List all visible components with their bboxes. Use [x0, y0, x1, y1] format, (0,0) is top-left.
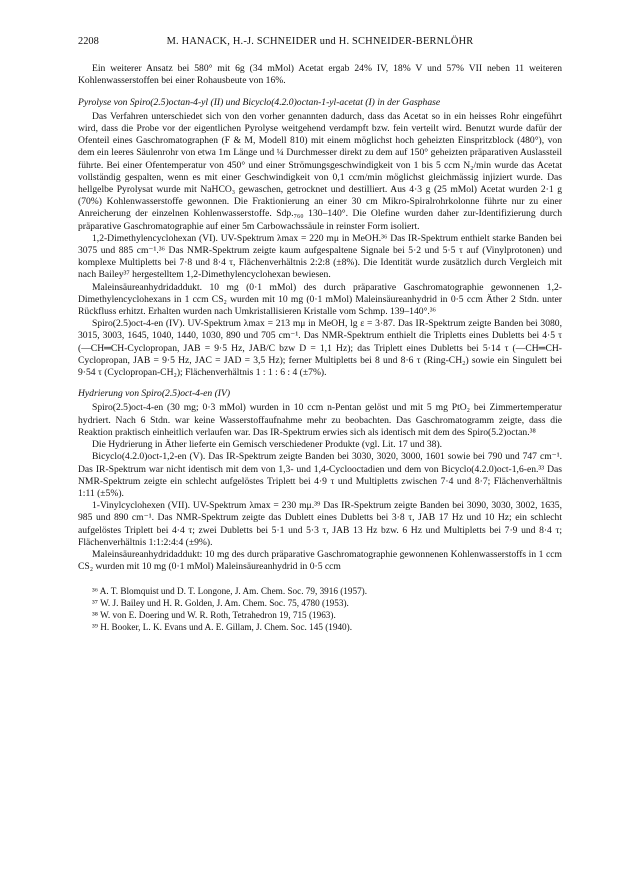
paragraph-maleinsaeure-addukt-2: Maleinsäureanhydridaddukt: 10 mg des durch präparative Gaschromatographie gewonnenen Kohlenwasserstoffs in 1 ccm CS₂ wurden mit 10 mg (0·1 mMol) Maleinsäureanhydrid in 0·5 ccm	[78, 548, 562, 573]
footnote-37: ³⁷ W. J. Bailey und H. R. Golden, J. Am. Chem. Soc. 75, 4780 (1953).	[92, 598, 349, 609]
page-number: 2208	[78, 36, 99, 47]
footnote-36: ³⁶ A. T. Blomquist und D. T. Longone, J. Am. Chem. Soc. 79, 3916 (1957).	[92, 586, 368, 597]
paragraph-verfahren: Das Verfahren unterschiedet sich von den vorher genannten dadurch, dass das Acetat so in ein heisses Rohr eingeführt wird, dass die Probe vor der eigentlichen Pyrolyse weitgehend verdampft bzw. fein verteilt wird. Benutzt wurde dafür der Ofenteil eines Gaschromatographen (F & M, Modell 810) mit einem möglichst hoch geheizten Einspritzblock (480°), von dem ein leeres Säulenrohr von etwa 1m Länge und ¼ Durchmesser direkt zu dem auf 150° geheizten präparativen Auslassteil führte. Bei einer Ofentemperatur von 450° und einer Strömungsgeschwindigkeit von 1 bis 5 ccm N₂/min wurde das Acetat vollständig gespalten, wenn es mit einer Geschwindigkeit von 0,1 ccm/min möglichst gleichmässig injiziert wurde. Das hellgelbe Pyrolysat wurde mit NaHCO₃ gewaschen, getrocknet und destilliert. Aus 4·3 g (25 mMol) Acetat wurden 2·1 g (70%) Kohlenwasserstoffe gewonnen. Die Fraktionierung an einer 30 cm Mikro-Spiralrohrkolonne führte nur zu einer Anreicherung der einzelnen Kohlenwasserstoffe. Sdp.₇₆₀ 130–140°. Die Olefine wurden daher zur-Identifizierung durch präparative Gaschromatographie auf einer 5m Carbowachssäule in reinster Form isoliert.	[78, 110, 562, 232]
page-header	[78, 36, 562, 48]
running-head: M. HANACK, H.-J. SCHNEIDER und H. SCHNEIDER-BERNLÖHR	[166, 36, 474, 47]
paragraph-spirooctene: Spiro(2.5)oct-4-en (IV). UV-Spektrum λmax = 213 mμ in MeOH, lg ε = 3·87. Das IR-Spektrum zeigte Banden bei 3080, 3015, 3003, 1645, 1040, 1440, 1030, 890 und 705 cm⁻¹. Das NMR-Spektrum enthielt die Tripletts eines Dubletts bei 4·5 τ (—CH═CH-Cyclopropan, JAB = 9·5 Hz, JAB/C bzw D = 1,1 Hz); das Triplett eines Dubletts bei 5·14 τ (—CH═CH-Cyclopropan, JAB = 9·5 Hz, JAC = JAD = 3,5 Hz); ferner Multipletts bei 8 und 8·6 τ (Ring-CH₂) sowie ein Singulett bei 9·54 τ (Cyclopropan-CH₂); Flächenverhältnis 1 : 1 : 6 : 4 (±7%).	[78, 318, 562, 379]
paragraph-hydrierung-aether: Die Hydrierung in Äther lieferte ein Gemisch verschiedener Produkte (vgl. Lit. 17 und 38).	[92, 439, 443, 451]
paragraph-maleinsaeure-addukt-1: Maleinsäureanhydridaddukt. 10 mg (0·1 mMol) des durch präparative Gaschromatographie gewonnenen 1,2-Dimethylencyclohexans in 1 ccm CS₂ wurden mit 10 mg (0·1 mMol) Maleinsäureanhydrid in 0·5 ccm Äther 2 Stdn. unter Rückfluss erhitzt. Erhalten wurden nach Umkristallisieren Kristalle vom Schmp. 139–140°.³⁶	[78, 281, 562, 318]
section-heading-pyrolyse: Pyrolyse von Spiro(2.5)octan-4-yl (II) und Bicyclo(4.2.0)octan-1-yl-acetat (I) in der Gasphase	[78, 96, 441, 108]
footnotes	[78, 585, 562, 633]
paragraph-ansatz: Ein weiterer Ansatz bei 580° mit 6g (34 mMol) Acetat ergab 24% IV, 18% V und 57% VII neben 11 weiteren Kohlenwasserstoffen bei einer Rohausbeute von 16%.	[78, 63, 562, 87]
footnote-39: ³⁹ H. Booker, L. K. Evans und A. E. Gillam, J. Chem. Soc. 145 (1940).	[92, 622, 353, 633]
paragraph-dimethylencyclohexan: 1,2-Dimethylencyclohexan (VI). UV-Spektrum λmax = 220 mμ in MeOH.³⁶ Das IR-Spektrum enthielt starke Banden bei 3075 und 885 cm⁻¹.³⁶ Das NMR-Spektrum zeigte kaum aufgespaltene Signale bei 5·2 und 5·5 τ auf (Vinylprotonen) und komplexe Multipletts bei 7·8 und 8·4 τ, Flächenverhältnis 2:2:8 (±8%). Die Identität wurde zusätzlich durch Vergleich mit nach Bailey³⁷ hergestelltem 1,2-Dimethylencyclohexan bewiesen.	[78, 232, 562, 281]
body-text	[78, 63, 562, 573]
paragraph-hydrierung: Spiro(2.5)oct-4-en (30 mg; 0·3 mMol) wurden in 10 ccm n-Pentan gelöst und mit 5 mg PtO₂ bei Zimmertemperatur hydriert. Nach 6 Stdn. war keine Wasserstoffaufnahme mehr zu beobachten. Das Gaschromatogramm zeigte, dass die Reaktion praktisch einheitlich verlaufen war. Das IR-Spektrum erwies sich als identisch mit dem des Spiro(5.2)octan.³⁸	[78, 402, 562, 438]
paragraph-vinylcyclohexen: 1-Vinylcyclohexen (VII). UV-Spektrum λmax = 230 mμ.³⁹ Das IR-Spektrum zeigte Banden bei 3090, 3030, 3002, 1635, 985 und 890 cm⁻¹. Das NMR-Spektrum zeigte das Dublett eines Dubletts bei 3·8 τ, JAB 17 Hz und 10 Hz; ein schlecht aufgelöstes Triplett bei 4·4 τ; zwei Dubletts bei 5·1 und 5·3 τ, JAB 13 Hz bzw. 6 Hz und Multipletts bei 7·9 und 8·4 τ; Flächenverhältnis 1:1:2:4:4 (±9%).	[78, 500, 562, 548]
paragraph-bicyclooctene: Bicyclo(4.2.0)oct-1,2-en (V). Das IR-Spektrum zeigte Banden bei 3030, 3020, 3000, 1601 sowie bei 790 und 747 cm⁻¹. Das IR-Spektrum war nicht identisch mit dem von 1,3- und 1,4-Cyclooctadien und dem von Bicyclo(4.2.0)oct-1,6-en.³³ Das NMR-Spektrum zeigte ein schlecht aufgelöstes Triplett bei 4·9 τ und Multipletts zwischen 7·4 und 8·7; Flächenverhältnis 1:11 (±5%).	[78, 451, 562, 499]
section-heading-hydrierung: Hydrierung von Spiro(2.5)oct-4-en (IV)	[78, 388, 231, 400]
footnote-38: ³⁸ W. von E. Doering und W. R. Roth, Tetrahedron 19, 715 (1963).	[92, 610, 336, 621]
